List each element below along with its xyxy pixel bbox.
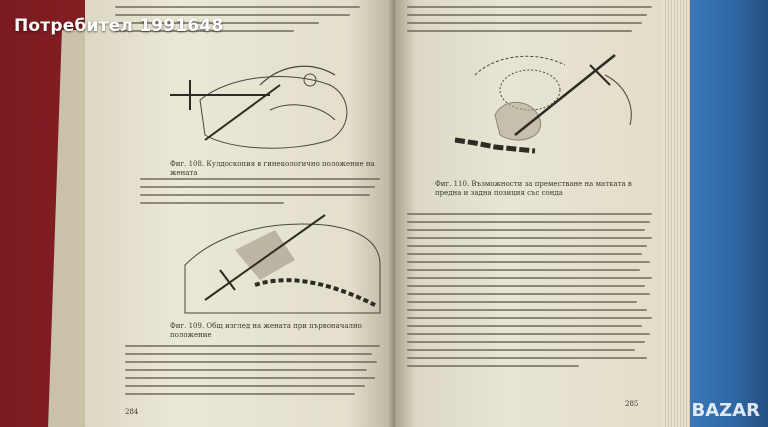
right-text-body xyxy=(407,213,652,373)
caption-fig-108: Фиг. 108. Кулдоскопия в гинекологично положение на жената xyxy=(170,160,375,177)
figure-109 xyxy=(175,205,385,315)
page-number-right: 285 xyxy=(625,400,639,408)
figure-108 xyxy=(160,55,360,155)
left-page xyxy=(85,0,395,427)
figure-110 xyxy=(435,45,645,175)
book-cover-right xyxy=(688,0,768,427)
watermark-username: Потребител 1991648 xyxy=(14,16,224,36)
page-edges xyxy=(660,0,690,427)
left-text-bottom xyxy=(125,345,380,401)
page-number-left: 284 xyxy=(125,408,139,416)
caption-fig-109: Фиг. 109. Общ изглед на жената при първоначално положение xyxy=(170,322,362,339)
bazar-logo: BAZAR xyxy=(691,400,760,421)
right-page xyxy=(395,0,663,427)
right-text-top xyxy=(407,6,652,38)
caption-fig-110: Фиг. 110. Възможности за преместване на матката в предна и задна позиция със сонда xyxy=(435,180,632,197)
